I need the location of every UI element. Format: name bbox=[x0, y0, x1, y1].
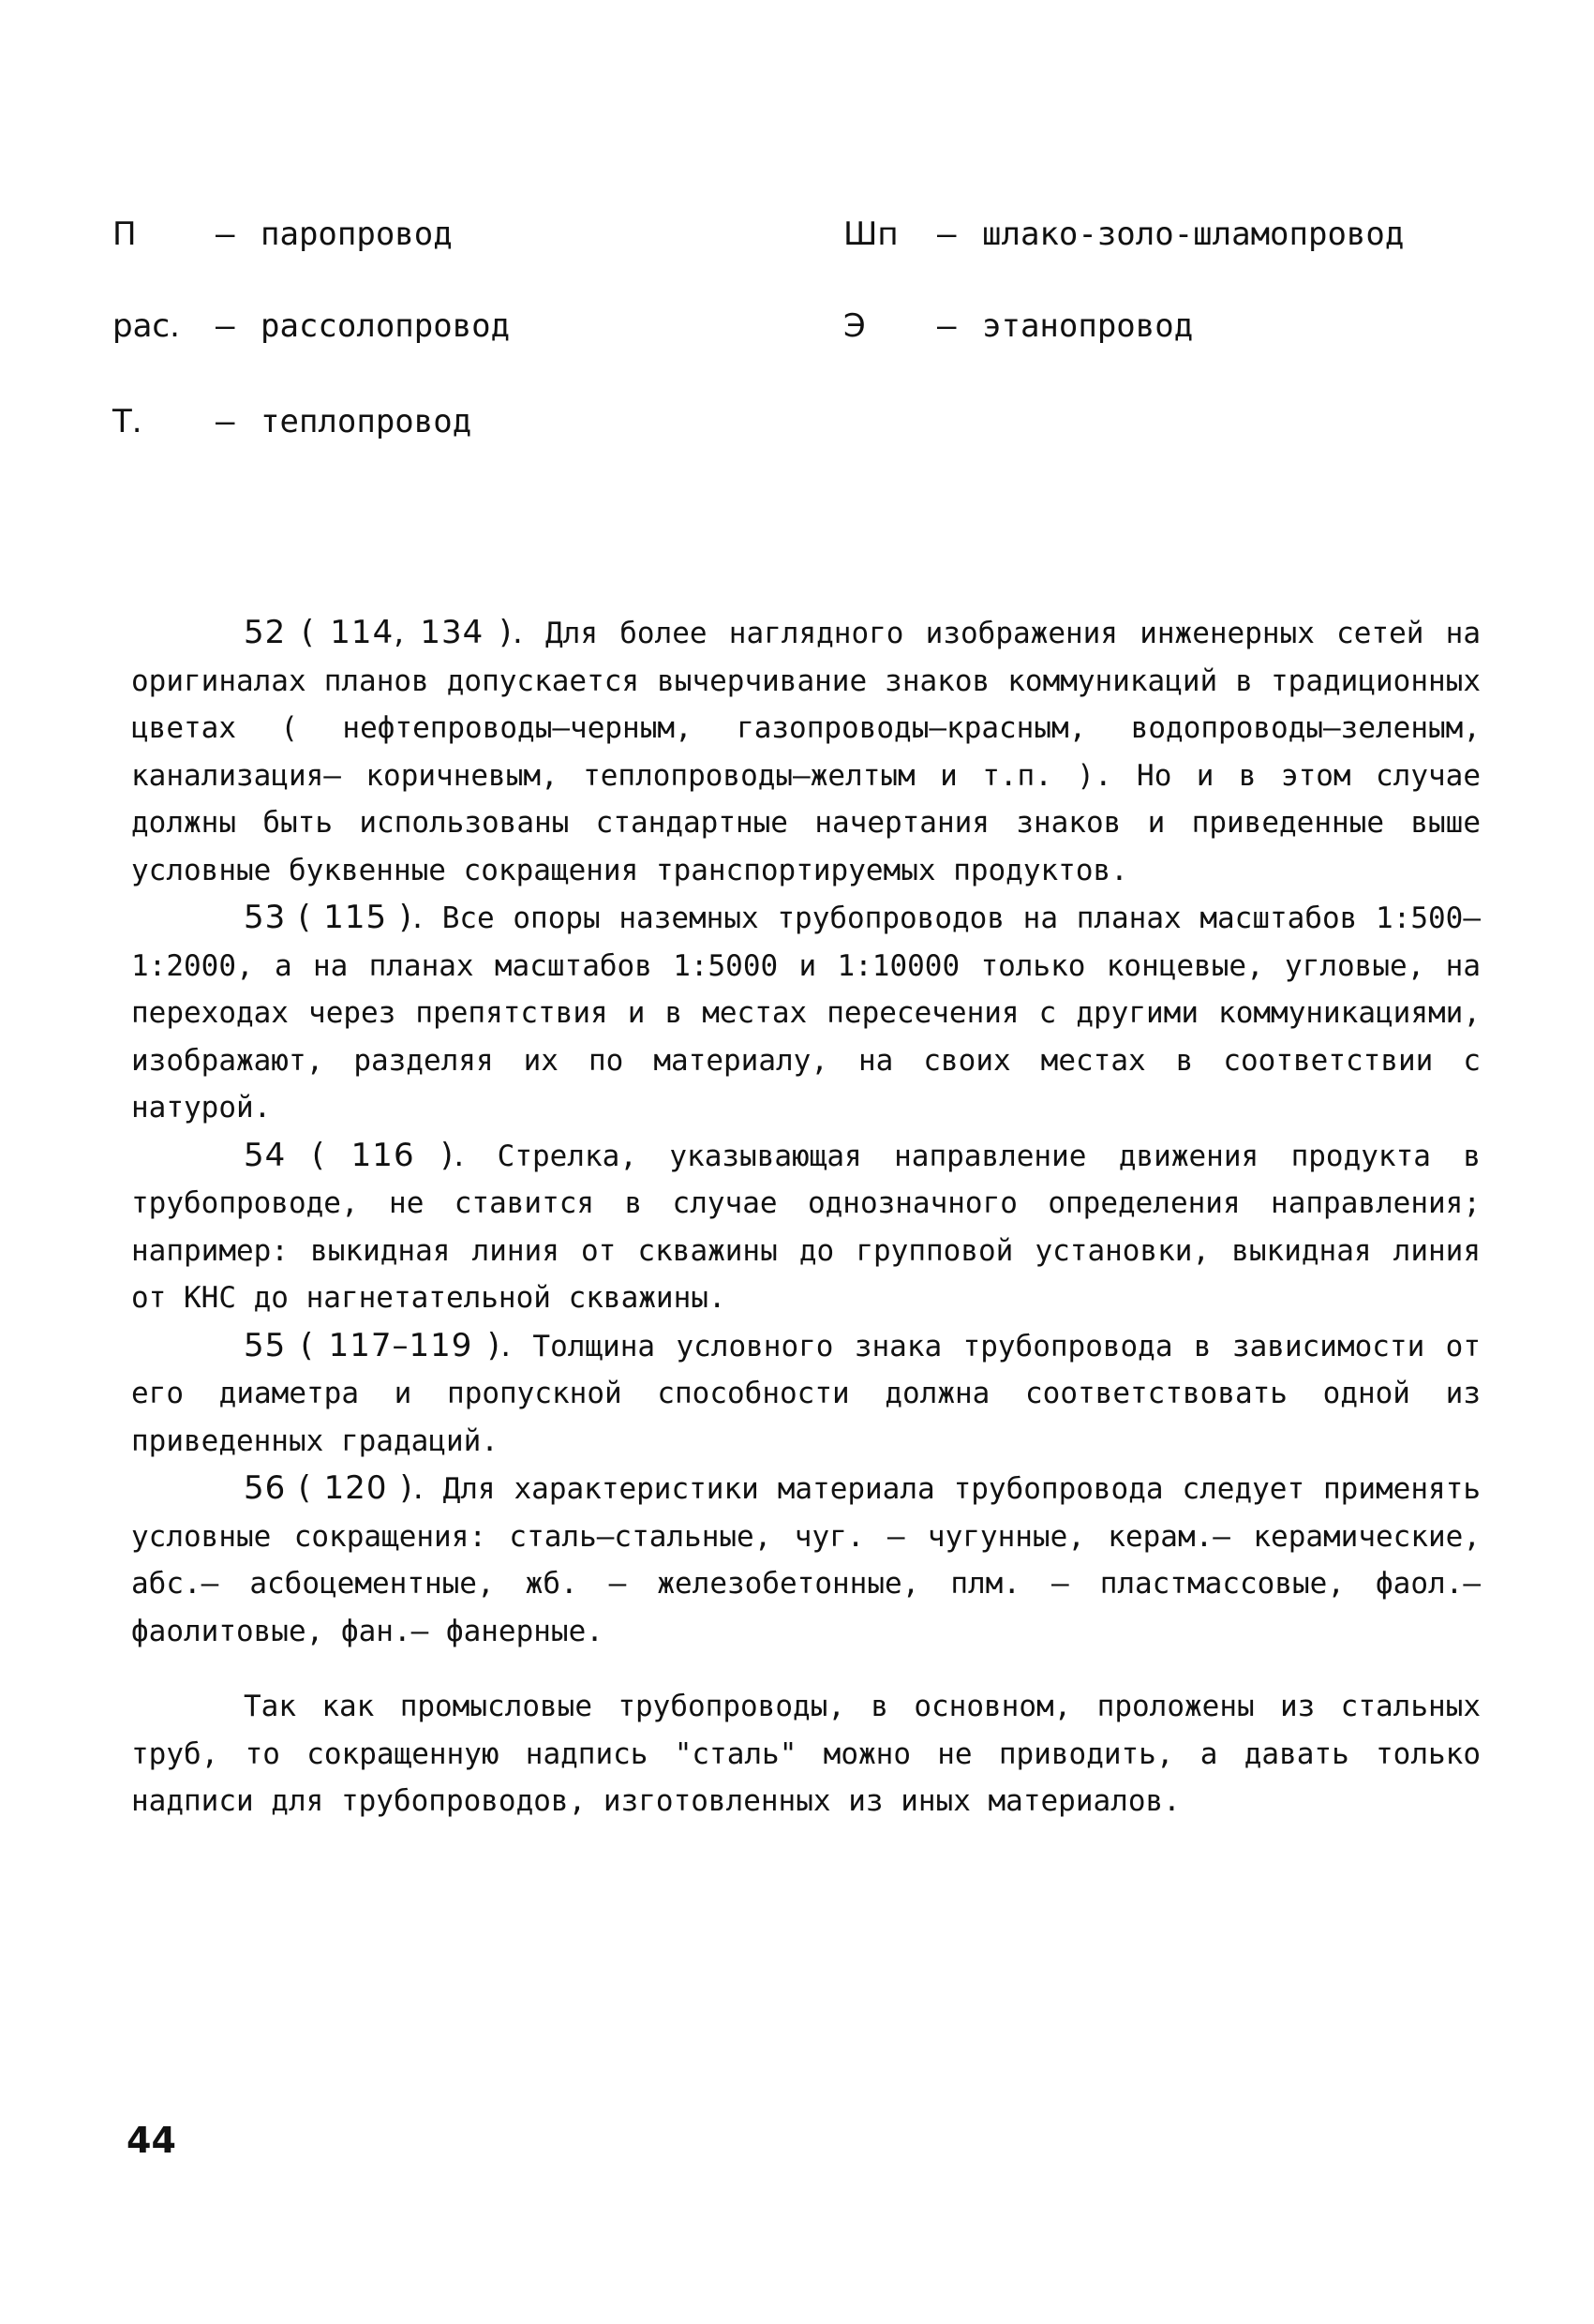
paragraph-56 bbox=[131, 1465, 1481, 1655]
paragraph-number: 56 ( 120 ). bbox=[244, 1469, 425, 1507]
abbr-code: Шп bbox=[843, 216, 899, 253]
abbr-dash: – bbox=[216, 403, 235, 440]
paragraph-number: 54 ( 116 ). bbox=[244, 1136, 466, 1174]
paragraph-text: Для более наглядного изображения инженерных сетей на оригиналах планов допускается вычерчивание знаков коммуникаций в традиционных цветах ( нефтепроводы–черным, газопроводы–красным, водопроводы–зеленым, канализация– коричневым, теплопроводы–желтым и т.п. ). Но и в этом случае должны быть использованы стандартные начертания знаков и приведенные выше условные буквенные сокращения транспортируемых продуктов. bbox=[131, 617, 1481, 887]
abbr-code: Э bbox=[843, 307, 866, 345]
abbr-dash: – bbox=[937, 307, 957, 345]
paragraph-number: 53 ( 115 ). bbox=[244, 899, 424, 936]
abbr-code: Т. bbox=[112, 403, 142, 440]
paragraph-52 bbox=[131, 609, 1481, 894]
abbr-dash: – bbox=[216, 216, 235, 253]
paragraph-text: Для характеристики материала трубопровода следует применять условные сокращения: сталь–стальные, чуг. – чугунные, керам.– керамические, абс.– асбоцементные, жб. – железобетонные, плм. – пластмассовые, фаол.– фаолитовые, фан.– фанерные. bbox=[131, 1472, 1481, 1648]
paragraph-note bbox=[131, 1683, 1481, 1825]
abbr-item bbox=[112, 216, 453, 253]
abbr-code: рас. bbox=[112, 307, 180, 345]
abbr-desc: паропровод bbox=[261, 216, 453, 253]
abbr-item bbox=[112, 307, 510, 345]
paragraph-text: Толщина условного знака трубопровода в зависимости от его диаметра и пропускной способности должна соответствовать одной из приведенных градаций. bbox=[131, 1329, 1481, 1458]
abbr-dash: – bbox=[216, 307, 235, 345]
abbr-desc: теплопровод bbox=[261, 403, 472, 440]
paragraph-54 bbox=[131, 1132, 1481, 1322]
paragraph-text: Стрелка, указывающая направление движения продукта в трубопроводе, не ставится в случае однозначного определения направления; например: выкидная линия от скважины до групповой установки, выкидная линия от КНС до нагнетательной скважины. bbox=[131, 1139, 1481, 1315]
paragraph-number: 55 ( 117–119 ). bbox=[244, 1326, 513, 1364]
body-text bbox=[131, 609, 1481, 1825]
abbr-dash: – bbox=[937, 216, 957, 253]
paragraph-text: Так как промысловые трубопроводы, в основном, проложены из стальных труб, то сокращенную надпись "сталь" можно не приводить, а давать только надписи для трубопроводов, изготовленных из иных материалов. bbox=[131, 1690, 1481, 1818]
paragraph-55 bbox=[131, 1322, 1481, 1466]
abbr-item bbox=[843, 216, 1404, 253]
paragraph-text: Все опоры наземных трубопроводов на планах масштабов 1:500–1:2000, а на планах масштабов 1:5000 и 1:10000 только концевые, угловые, на переходах через препятствия и в местах пересечения с другими коммуникациями, изображают, разделяя их по материалу, на своих местах в соответствии с натурой. bbox=[131, 901, 1481, 1125]
abbr-desc: этанопровод bbox=[982, 307, 1194, 345]
page-number: 44 bbox=[127, 2120, 176, 2161]
paragraph-number: 52 ( 114, 134 ). bbox=[244, 614, 524, 651]
abbr-item bbox=[112, 403, 471, 440]
abbr-desc: шлако-золо-шламопровод bbox=[982, 216, 1405, 253]
abbr-desc: рассолопровод bbox=[261, 307, 511, 345]
abbr-code: П bbox=[112, 216, 137, 253]
abbreviation-list bbox=[112, 216, 1499, 478]
abbr-item bbox=[843, 307, 1193, 345]
paragraph-53 bbox=[131, 894, 1481, 1132]
